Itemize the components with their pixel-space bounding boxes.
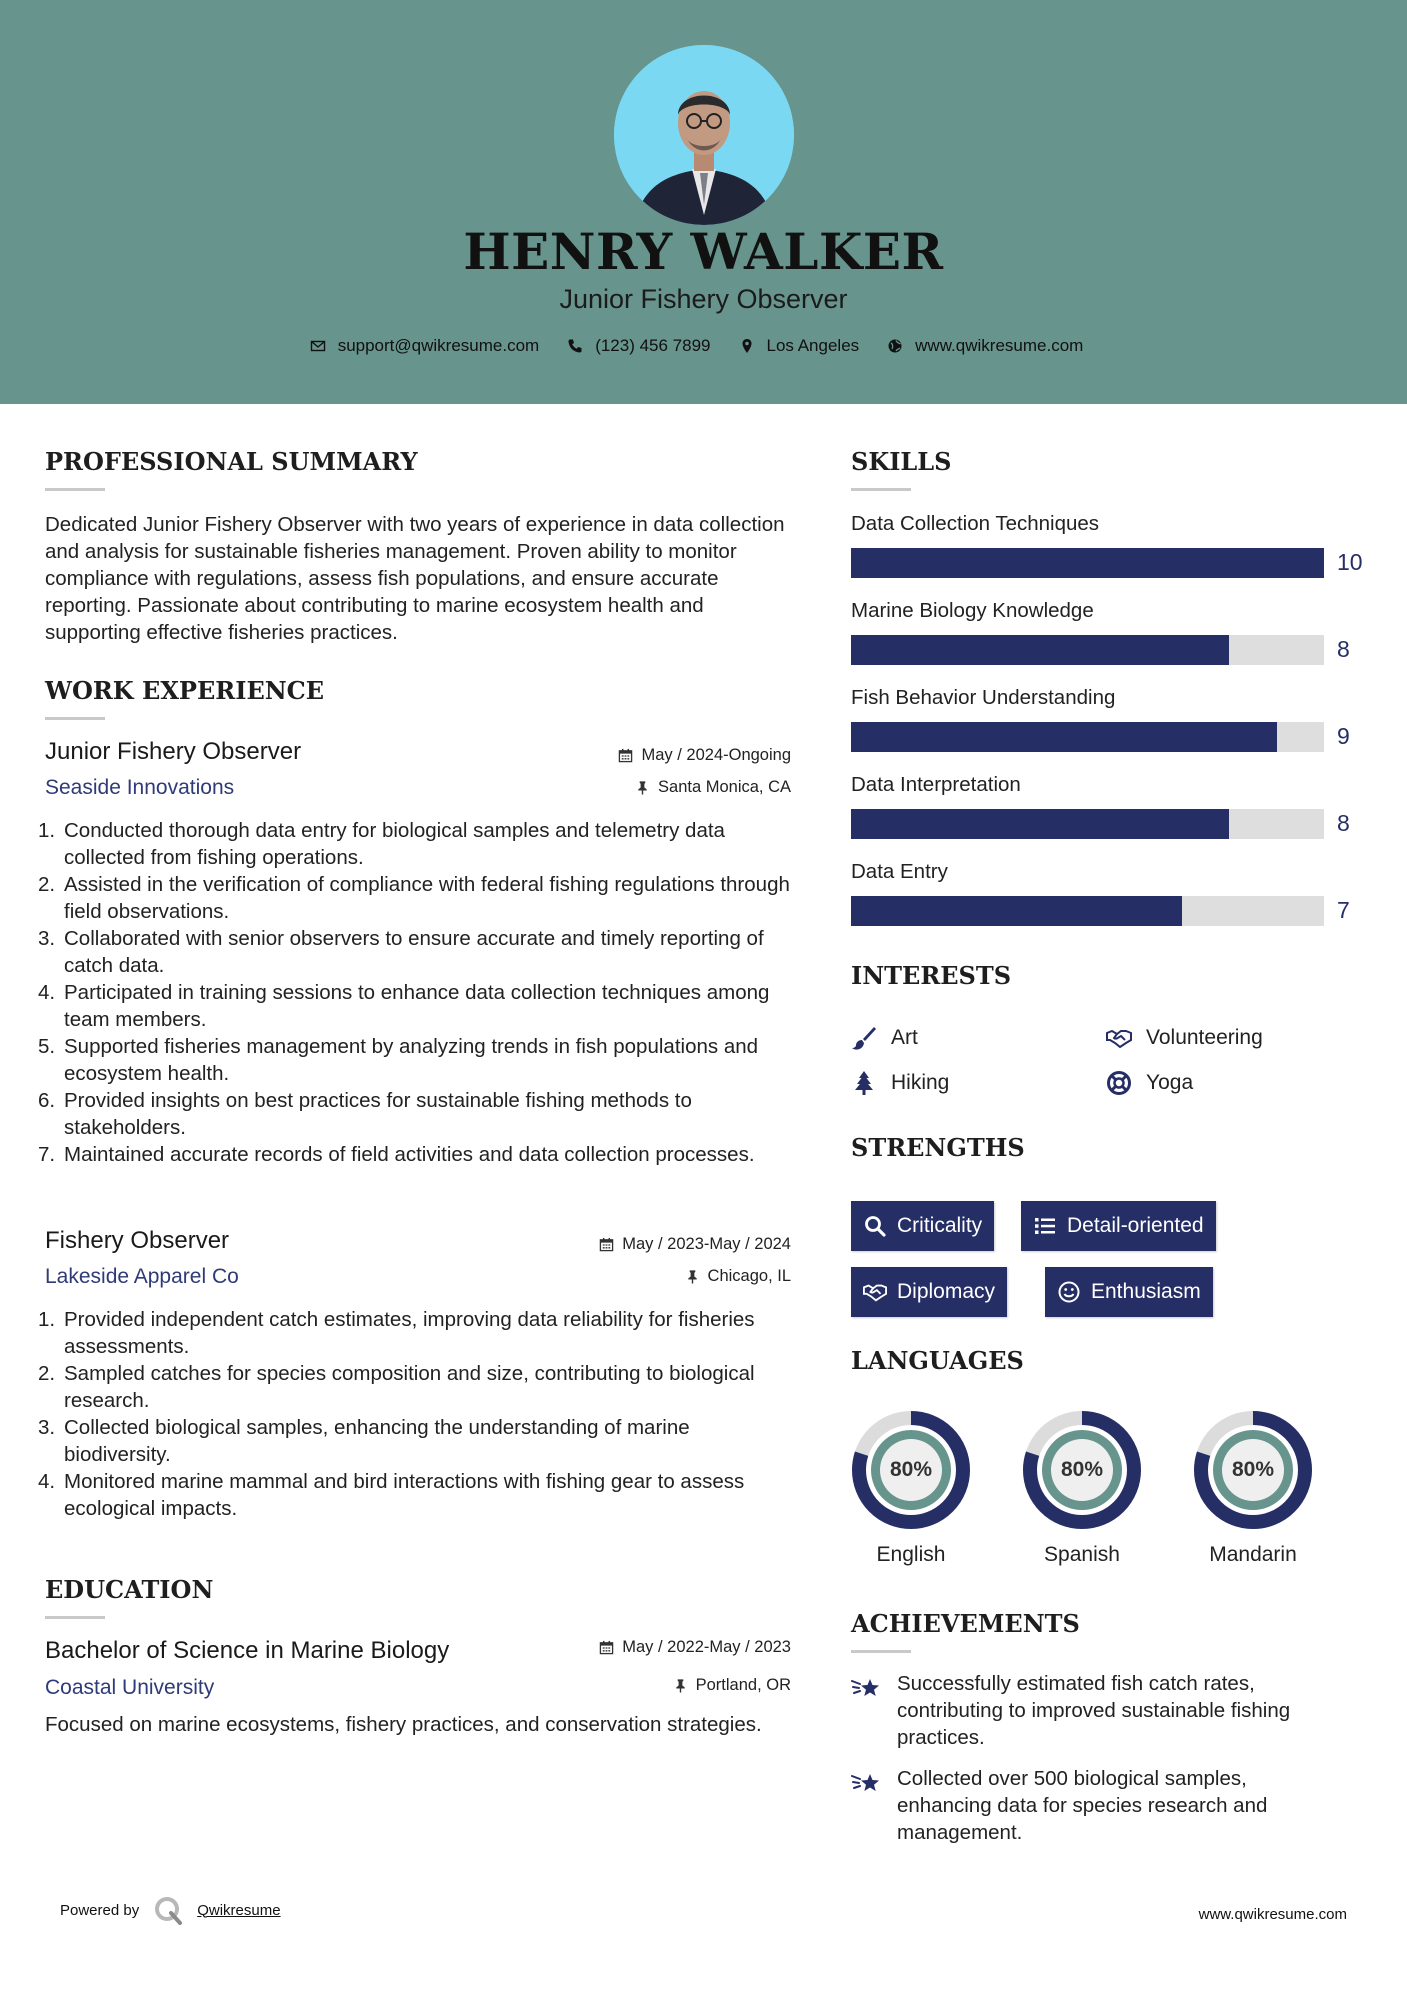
skill-bar-fill: [851, 809, 1229, 839]
skills-rule: [851, 488, 911, 491]
contact-website[interactable]: [887, 336, 1083, 356]
footer-website[interactable]: www.qwikresume.com: [1198, 1906, 1347, 1923]
job-duties-list: [38, 1306, 798, 1522]
contact-bar: [0, 336, 1407, 356]
school-name: Coastal University: [45, 1676, 215, 1699]
skill-label: Fish Behavior Understanding: [851, 686, 1116, 709]
languages-heading: LANGUAGES: [851, 1346, 1024, 1375]
phone-icon: [567, 338, 583, 354]
list-item: 1. Provided independent catch estimates, improving data reliability for fisheries assessments.: [38, 1308, 755, 1358]
job-title: Junior Fishery Observer: [45, 738, 302, 765]
skill-value: 9: [1337, 723, 1350, 749]
skills-heading: SKILLS: [851, 447, 952, 476]
job-title: Fishery Observer: [45, 1227, 230, 1254]
job-company: Lakeside Apparel Co: [45, 1265, 239, 1288]
skill-label: Data Entry: [851, 860, 948, 883]
degree-title: Bachelor of Science in Marine Biology: [45, 1637, 450, 1664]
search-icon: [863, 1214, 887, 1238]
skill-value: 10: [1337, 549, 1363, 575]
language-name: Mandarin: [1209, 1543, 1297, 1566]
language-percent: 80%: [1060, 1458, 1104, 1481]
experience-heading: WORK EXPERIENCE: [45, 676, 325, 705]
language-percent: 80%: [889, 1458, 933, 1481]
list-item: 1. Conducted thorough data entry for biological samples and telemetry data collected from fishing operations.: [38, 819, 725, 869]
contact-location: [739, 336, 860, 356]
list-item: 5. Supported fisheries management by analyzing trends in fish populations and ecosystem health.: [38, 1035, 759, 1085]
skill-bar: [851, 635, 1324, 665]
candidate-title: Junior Fishery Observer: [559, 284, 848, 314]
website-text: www.qwikresume.com: [915, 336, 1084, 355]
email-text: support@qwikresume.com: [337, 336, 540, 355]
shooting-star-icon: [851, 1672, 883, 1704]
list-item: 3. Collected biological samples, enhancing the understanding of marine biodiversity.: [38, 1416, 690, 1466]
skill-bar: [851, 548, 1324, 578]
list-item: 4. Participated in training sessions to enhance data collection techniques among team members.: [38, 981, 770, 1031]
list-item: 2. Sampled catches for species composition and size, contributing to biological research.: [38, 1362, 755, 1412]
summary-rule: [45, 488, 105, 491]
calendar-icon: [599, 1640, 614, 1655]
education-location: Portland, OR: [673, 1676, 791, 1695]
phone-text: (123) 456 7899: [595, 336, 711, 355]
skill-value: 8: [1337, 810, 1350, 836]
contact-phone[interactable]: [567, 336, 710, 356]
footer-branding: [60, 1895, 281, 1925]
interests-heading: INTERESTS: [851, 961, 1012, 990]
achievement-item: Successfully estimated fish catch rates, contributing to improved sustainable fishing practices.: [851, 1670, 1331, 1751]
calendar-icon: [618, 748, 633, 763]
job-duties-list: [38, 817, 798, 1168]
education-rule: [45, 1616, 105, 1619]
job-dates: May / 2023-May / 2024: [599, 1235, 791, 1254]
lifering-icon: [1106, 1070, 1132, 1096]
strength-tag: Criticality: [851, 1201, 994, 1251]
skill-bar-fill: [851, 548, 1324, 578]
interest-item: Volunteering: [1106, 1025, 1263, 1051]
language-ring: [1021, 1409, 1143, 1531]
candidate-name: HENRY WALKER: [463, 222, 944, 281]
tree-icon: [851, 1070, 877, 1096]
map-pin-icon: [739, 338, 755, 354]
list-item: 3. Collaborated with senior observers to ensure accurate and timely reporting of catch data.: [38, 927, 764, 977]
calendar-icon: [599, 1237, 614, 1252]
qwikresume-logo-icon: [153, 1895, 183, 1925]
list-icon: [1033, 1214, 1057, 1238]
list-item: 4. Monitored marine mammal and bird interactions with fishing gear to assess ecological impacts.: [38, 1470, 745, 1520]
education-text: Focused on marine ecosystems, fishery practices, and conservation strategies.: [45, 1713, 762, 1736]
language-percent: 80%: [1231, 1458, 1275, 1481]
summary-text: Dedicated Junior Fishery Observer with two years of experience in data collection and analysis for sustainable fisheries management. Proven ability to monitor compliance with regulations, assess fish populations, and ensure accurate reporting. Passionate about contributing to marine ecosystem health and supporting effective fisheries practices.: [45, 513, 785, 644]
location-text: Los Angeles: [766, 336, 860, 355]
person-portrait-icon: [614, 45, 794, 225]
strength-tag: Detail-oriented: [1021, 1201, 1216, 1251]
pushpin-icon: [673, 1678, 688, 1693]
skill-bar-fill: [851, 896, 1182, 926]
strength-tag: Diplomacy: [851, 1267, 1007, 1317]
profile-photo: [614, 45, 794, 225]
achievement-item: Collected over 500 biological samples, enhancing data for species research and management.: [851, 1765, 1331, 1846]
skill-bar-fill: [851, 722, 1277, 752]
language-name: English: [876, 1543, 946, 1566]
pushpin-icon: [635, 780, 650, 795]
handshake-icon: [1106, 1025, 1132, 1051]
language-item: [850, 1409, 972, 1567]
interest-item: Art: [851, 1025, 918, 1051]
education-dates: May / 2022-May / 2023: [599, 1638, 791, 1657]
header-banner: [0, 0, 1407, 404]
skill-label: Data Interpretation: [851, 773, 1021, 796]
list-item: 6. Provided insights on best practices for sustainable fishing methods to stakeholders.: [38, 1089, 692, 1139]
qwikresume-link[interactable]: Qwikresume: [197, 1901, 281, 1919]
smile-icon: [1057, 1280, 1081, 1304]
language-item: [1021, 1409, 1143, 1567]
skill-bar-fill: [851, 635, 1229, 665]
pushpin-icon: [685, 1269, 700, 1284]
list-item: 7. Maintained accurate records of field activities and data collection processes.: [38, 1143, 755, 1166]
interest-item: Hiking: [851, 1070, 949, 1096]
language-ring: [1192, 1409, 1314, 1531]
job-location: Chicago, IL: [685, 1267, 791, 1286]
skill-value: 8: [1337, 636, 1350, 662]
job-location: Santa Monica, CA: [635, 778, 791, 797]
handshake-icon: [863, 1280, 887, 1304]
interest-item: Yoga: [1106, 1070, 1193, 1096]
shooting-star-icon: [851, 1767, 883, 1799]
job-company: Seaside Innovations: [45, 776, 235, 799]
envelope-icon: [310, 338, 326, 354]
education-heading: EDUCATION: [45, 1575, 214, 1604]
skill-bar: [851, 722, 1324, 752]
skill-label: Marine Biology Knowledge: [851, 599, 1094, 622]
skill-bar: [851, 809, 1324, 839]
skill-value: 7: [1337, 897, 1350, 923]
language-item: [1192, 1409, 1314, 1567]
language-ring: [850, 1409, 972, 1531]
contact-email[interactable]: [310, 336, 540, 356]
language-name: Spanish: [1044, 1543, 1120, 1566]
achievements-heading: ACHIEVEMENTS: [851, 1609, 1080, 1638]
skill-label: Data Collection Techniques: [851, 512, 1100, 535]
achievements-rule: [851, 1650, 911, 1653]
skill-bar: [851, 896, 1324, 926]
experience-rule: [45, 717, 105, 720]
job-dates: May / 2024-Ongoing: [618, 746, 791, 765]
strengths-heading: STRENGTHS: [851, 1133, 1025, 1162]
list-item: 2. Assisted in the verification of compliance with federal fishing regulations through field observations.: [38, 873, 790, 923]
paintbrush-icon: [851, 1025, 877, 1051]
summary-heading: PROFESSIONAL SUMMARY: [45, 447, 418, 476]
strength-tag: Enthusiasm: [1045, 1267, 1213, 1317]
powered-by-text: Powered by: [60, 1901, 140, 1919]
globe-icon: [887, 338, 903, 354]
